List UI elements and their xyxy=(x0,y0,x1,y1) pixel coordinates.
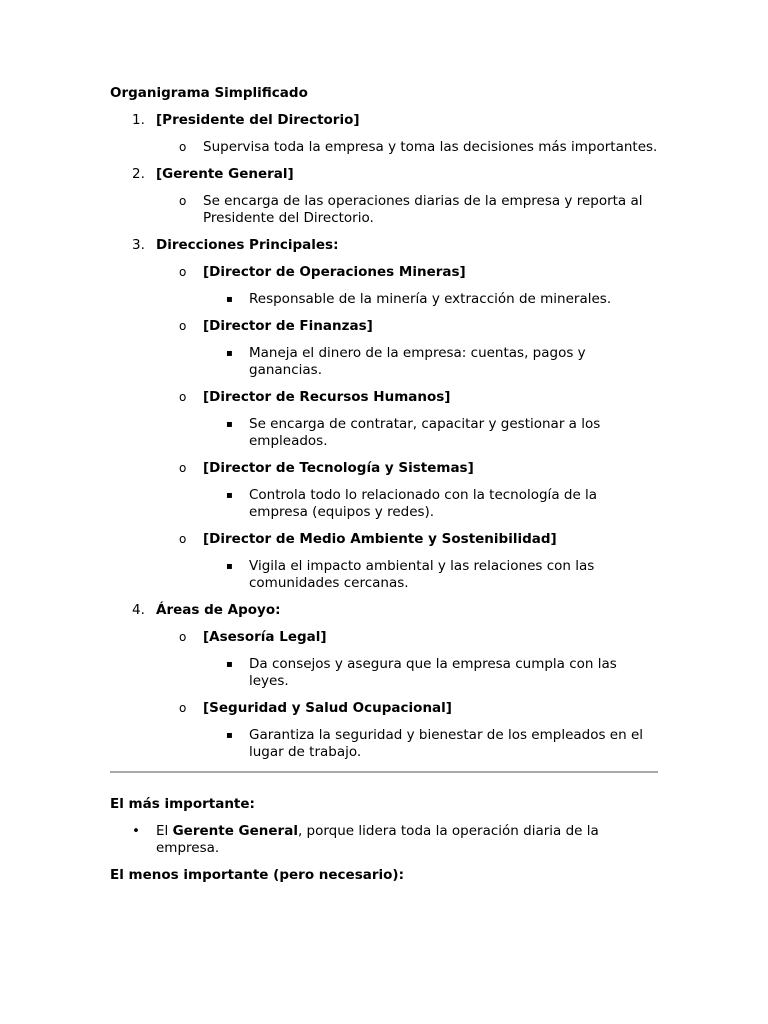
sub-list-item xyxy=(110,318,658,335)
sub-list-item xyxy=(110,629,658,646)
sub-list-item xyxy=(110,193,658,227)
detail-text: Controla todo lo relacionado con la tecnología de la empresa (equipos y redes). xyxy=(249,487,598,520)
square-bullet-icon: ▪ xyxy=(226,659,233,670)
sub-list-item xyxy=(110,389,658,406)
square-bullet-icon: ▪ xyxy=(226,730,233,741)
sub-list-item xyxy=(110,531,658,548)
sub-list-heading: [Director de Medio Ambiente y Sostenibilidad] xyxy=(203,531,557,547)
document-title: Organigrama Simplificado xyxy=(110,85,308,101)
detail-item xyxy=(110,416,658,450)
circle-bullet-icon: o xyxy=(179,390,187,404)
list-item-heading: Áreas de Apoyo: xyxy=(156,602,281,618)
detail-item xyxy=(110,656,658,690)
list-number: 1. xyxy=(132,112,145,128)
square-bullet-icon: ▪ xyxy=(226,348,233,359)
list-number: 4. xyxy=(132,602,145,618)
list-item xyxy=(110,166,658,183)
detail-text: Se encarga de contratar, capacitar y gestionar a los empleados. xyxy=(249,416,601,449)
detail-text: Responsable de la minería y extracción de minerales. xyxy=(249,291,612,307)
sub-list-heading: [Director de Recursos Humanos] xyxy=(203,389,451,405)
horizontal-rule xyxy=(110,771,658,773)
detail-item xyxy=(110,727,658,761)
circle-bullet-icon: o xyxy=(179,532,187,546)
detail-text: Maneja el dinero de la empresa: cuentas, pagos y ganancias. xyxy=(249,345,586,378)
sub-list-heading: [Director de Operaciones Mineras] xyxy=(203,264,466,280)
detail-item xyxy=(110,487,658,521)
most-important-role: Gerente General xyxy=(172,823,298,839)
detail-text: Vigila el impacto ambiental y las relaciones con las comunidades cercanas. xyxy=(249,558,595,591)
sub-list-heading: [Seguridad y Salud Ocupacional] xyxy=(203,700,452,716)
most-important-heading: El más importante: xyxy=(110,796,255,812)
document-body xyxy=(110,85,658,894)
circle-bullet-icon: o xyxy=(179,630,187,644)
list-item xyxy=(110,237,658,254)
most-important-reason: , porque lidera toda la operación diaria de la empresa. xyxy=(156,823,599,856)
square-bullet-icon: ▪ xyxy=(226,490,233,501)
circle-bullet-icon: o xyxy=(179,140,187,154)
sub-list-item xyxy=(110,139,658,156)
least-important-heading: El menos importante (pero necesario): xyxy=(110,867,404,883)
sub-list-heading: [Director de Finanzas] xyxy=(203,318,373,334)
most-important-prefix: El xyxy=(156,823,173,839)
detail-item xyxy=(110,291,658,308)
sub-list-text: Supervisa toda la empresa y toma las decisiones más importantes. xyxy=(203,139,658,155)
list-number: 2. xyxy=(132,166,145,182)
sub-list-item xyxy=(110,264,658,281)
square-bullet-icon: ▪ xyxy=(226,561,233,572)
square-bullet-icon: ▪ xyxy=(226,419,233,430)
list-item-heading: Direcciones Principales: xyxy=(156,237,339,253)
sub-list-text: Se encarga de las operaciones diarias de la empresa y reporta al Presidente del Directorio. xyxy=(203,193,643,226)
sub-list-heading: [Asesoría Legal] xyxy=(203,629,327,645)
list-number: 3. xyxy=(132,237,145,253)
sub-list-item xyxy=(110,700,658,717)
list-item-heading: [Presidente del Directorio] xyxy=(156,112,360,128)
dot-bullet-icon: • xyxy=(132,823,140,839)
list-item xyxy=(110,602,658,619)
circle-bullet-icon: o xyxy=(179,194,187,208)
circle-bullet-icon: o xyxy=(179,461,187,475)
list-item-heading: [Gerente General] xyxy=(156,166,294,182)
circle-bullet-icon: o xyxy=(179,265,187,279)
square-bullet-icon: ▪ xyxy=(226,294,233,305)
list-item xyxy=(110,112,658,129)
detail-item xyxy=(110,558,658,592)
detail-text: Da consejos y asegura que la empresa cumpla con las leyes. xyxy=(249,656,617,689)
detail-text: Garantiza la seguridad y bienestar de los empleados en el lugar de trabajo. xyxy=(249,727,644,760)
detail-item xyxy=(110,345,658,379)
circle-bullet-icon: o xyxy=(179,319,187,333)
sub-list-item xyxy=(110,460,658,477)
circle-bullet-icon: o xyxy=(179,701,187,715)
sub-list-heading: [Director de Tecnología y Sistemas] xyxy=(203,460,474,476)
most-important-item xyxy=(110,823,658,857)
